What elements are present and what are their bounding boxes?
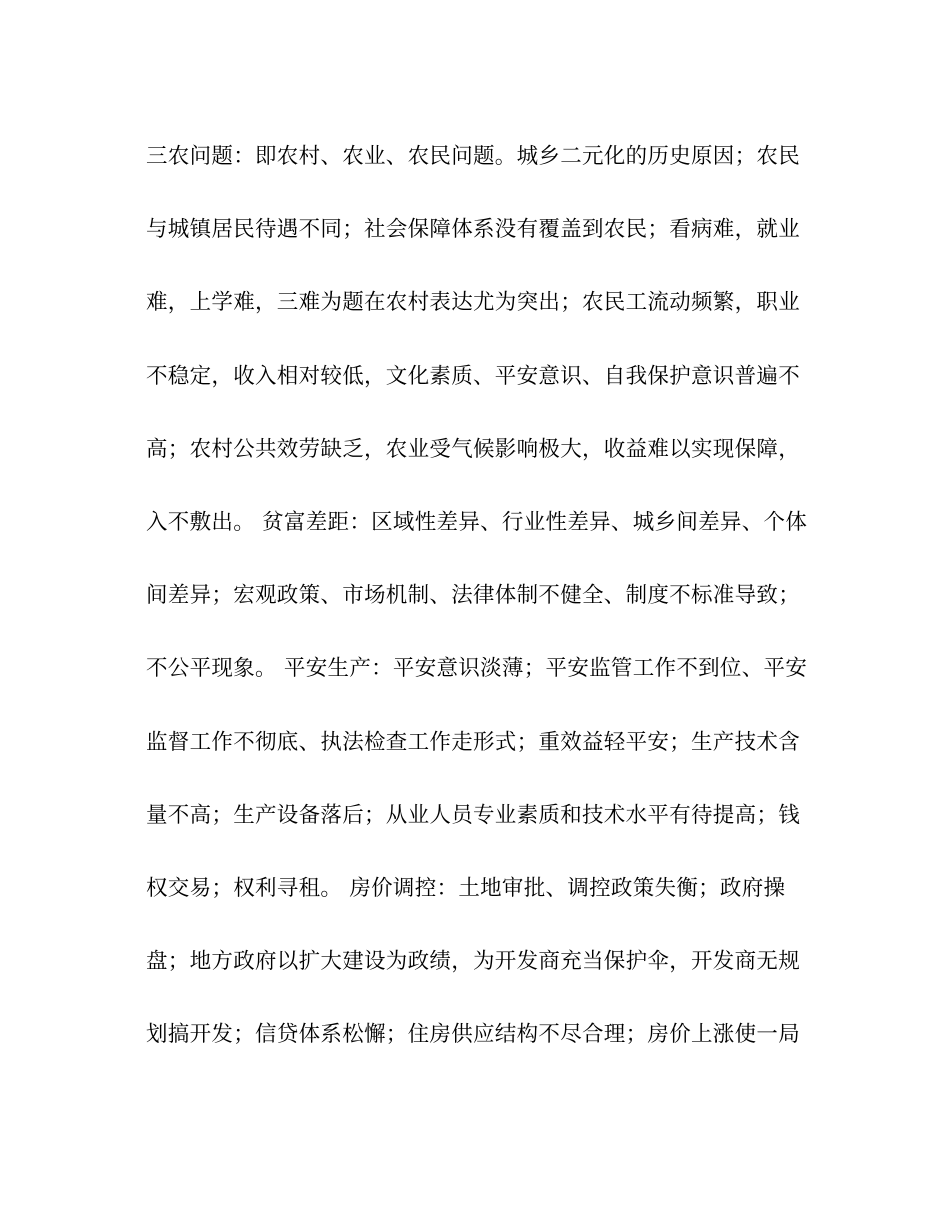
text-line: 难，上学难，三难为题在农村表达尤为突出；农民工流动频繁，职业 <box>146 290 801 316</box>
text-line: 量不高；生产设备落后；从业人员专业素质和技术水平有待提高；钱 <box>146 802 801 828</box>
text-line: 监督工作不彻底、执法检查工作走形式；重效益轻平安；生产技术含 <box>146 729 801 755</box>
text-line: 权交易；权利寻租。 房价调控：土地审批、调控政策失衡；政府操 <box>146 875 786 901</box>
text-line: 不稳定，收入相对较低，文化素质、平安意识、自我保护意识普遍不 <box>146 363 801 389</box>
text-line: 划搞开发；信贷体系松懈；住房供应结构不尽合理；房价上涨使一局 <box>146 1022 801 1048</box>
text-line: 与城镇居民待遇不同；社会保障体系没有覆盖到农民；看病难，就业 <box>146 217 801 243</box>
text-line: 三农问题：即农村、农业、农民问题。城乡二元化的历史原因；农民 <box>146 144 801 169</box>
text-line: 不公平现象。 平安生产：平安意识淡薄；平安监管工作不到位、平安 <box>146 656 808 682</box>
text-line: 盘；地方政府以扩大建设为政绩，为开发商充当保护伞，开发商无规 <box>146 949 801 975</box>
text-line: 入不敷出。 贫富差距：区域性差异、行业性差异、城乡间差异、个体 <box>146 509 808 535</box>
text-line: 间差异；宏观政策、市场机制、法律体制不健全、制度不标准导致； <box>146 583 801 609</box>
body-text <box>146 138 816 1089</box>
text-line: 高；农村公共效劳缺乏，农业受气候影响极大，收益难以实现保障， <box>146 436 801 462</box>
